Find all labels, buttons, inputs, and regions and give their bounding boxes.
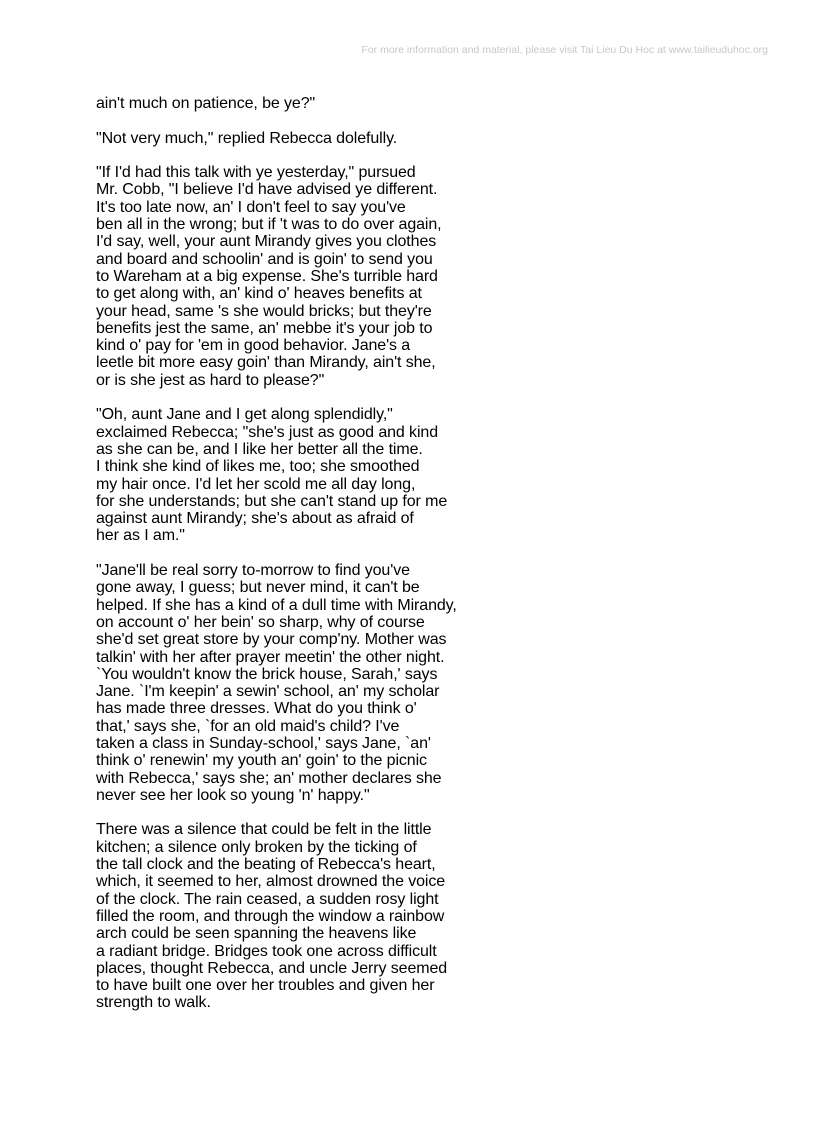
text-line: your head, same 's she would bricks; but they're bbox=[96, 302, 432, 320]
paragraph-1 bbox=[96, 95, 476, 112]
text-line: talkin' with her after prayer meetin' the other night. bbox=[96, 648, 445, 666]
text-line: to have built one over her troubles and given her bbox=[96, 977, 435, 995]
text-line: "If I'd had this talk with ye yesterday," pursued bbox=[96, 164, 416, 182]
text-line: think o' renewin' my youth an' goin' to the picnic bbox=[96, 752, 427, 770]
text-line: a radiant bridge. Bridges took one across difficult bbox=[96, 942, 437, 960]
text-line: to get along with, an' kind o' heaves benefits at bbox=[96, 285, 422, 303]
text-line: Jane. `I'm keepin' a sewin' school, an' my scholar bbox=[96, 683, 440, 701]
text-line: as she can be, and I like her better all the time. bbox=[96, 440, 423, 458]
text-line: has made three dresses. What do you think o' bbox=[96, 700, 417, 718]
text-line: benefits jest the same, an' mebbe it's your job to bbox=[96, 319, 433, 337]
text-line: helped. If she has a kind of a dull time with Mirandy, bbox=[96, 596, 457, 614]
text-line: I think she kind of likes me, too; she smoothed bbox=[96, 458, 420, 476]
text-line: of the clock. The rain ceased, a sudden rosy light bbox=[96, 890, 439, 908]
text-line: she'd set great store by your comp'ny. Mother was bbox=[96, 631, 447, 649]
text-line: ben all in the wrong; but if 't was to do over again, bbox=[96, 216, 442, 234]
watermark-text: For more information and material, please visit Tai Lieu Du Hoc at www.tailieuduhoc.org bbox=[361, 44, 768, 56]
text-line: for she understands; but she can't stand up for me bbox=[96, 492, 448, 510]
text-line: taken a class in Sunday-school,' says Jane, `an' bbox=[96, 734, 431, 752]
text-line: my hair once. I'd let her scold me all day long, bbox=[96, 475, 416, 493]
text-line: It's too late now, an' I don't feel to say you've bbox=[96, 198, 406, 216]
text-line: on account o' her bein' so sharp, why of course bbox=[96, 613, 425, 631]
text-line: to Wareham at a big expense. She's turrible hard bbox=[96, 267, 438, 285]
text-line: kitchen; a silence only broken by the ticking of bbox=[96, 838, 417, 856]
text-line: with Rebecca,' says she; an' mother declares she bbox=[96, 769, 442, 787]
text-line: her as I am." bbox=[96, 527, 185, 545]
text-line: I'd say, well, your aunt Mirandy gives you clothes bbox=[96, 233, 437, 251]
text-line: and board and schoolin' and is goin' to send you bbox=[96, 250, 433, 268]
text-line: There was a silence that could be felt in the little bbox=[96, 821, 432, 839]
text-line: kind o' pay for 'em in good behavior. Jane's a bbox=[96, 337, 411, 355]
page-body bbox=[96, 95, 476, 1029]
paragraph-3 bbox=[96, 164, 476, 389]
text-line: "Jane'll be real sorry to-morrow to find you've bbox=[96, 562, 410, 580]
text-line: "Oh, aunt Jane and I get along splendidly," bbox=[96, 406, 393, 424]
text-line: `You wouldn't know the brick house, Sarah,' says bbox=[96, 665, 438, 683]
paragraph-5 bbox=[96, 562, 476, 804]
text-line: "Not very much," replied Rebecca dolefully. bbox=[96, 129, 398, 147]
text-line: strength to walk. bbox=[96, 994, 211, 1012]
text-line: Mr. Cobb, "I believe I'd have advised ye different. bbox=[96, 181, 438, 199]
text-line: ain't much on patience, be ye?" bbox=[96, 95, 316, 112]
text-line: that,' says she, `for an old maid's child? I've bbox=[96, 717, 400, 735]
text-line: places, thought Rebecca, and uncle Jerry seemed bbox=[96, 959, 448, 977]
paragraph-2 bbox=[96, 130, 476, 147]
text-line: the tall clock and the beating of Rebecca's heart, bbox=[96, 856, 436, 874]
paragraph-6 bbox=[96, 821, 476, 1011]
text-line: filled the room, and through the window a rainbow bbox=[96, 907, 445, 925]
text-line: or is she jest as hard to please?" bbox=[96, 371, 325, 389]
text-line: never see her look so young 'n' happy." bbox=[96, 786, 370, 804]
text-line: gone away, I guess; but never mind, it can't be bbox=[96, 579, 420, 597]
text-line: exclaimed Rebecca; "she's just as good and kind bbox=[96, 423, 439, 441]
text-line: arch could be seen spanning the heavens like bbox=[96, 925, 417, 943]
text-line: which, it seemed to her, almost drowned the voice bbox=[96, 873, 446, 891]
text-line: leetle bit more easy goin' than Mirandy, ain't she, bbox=[96, 354, 436, 372]
paragraph-4 bbox=[96, 406, 476, 544]
text-line: against aunt Mirandy; she's about as afraid of bbox=[96, 510, 414, 528]
